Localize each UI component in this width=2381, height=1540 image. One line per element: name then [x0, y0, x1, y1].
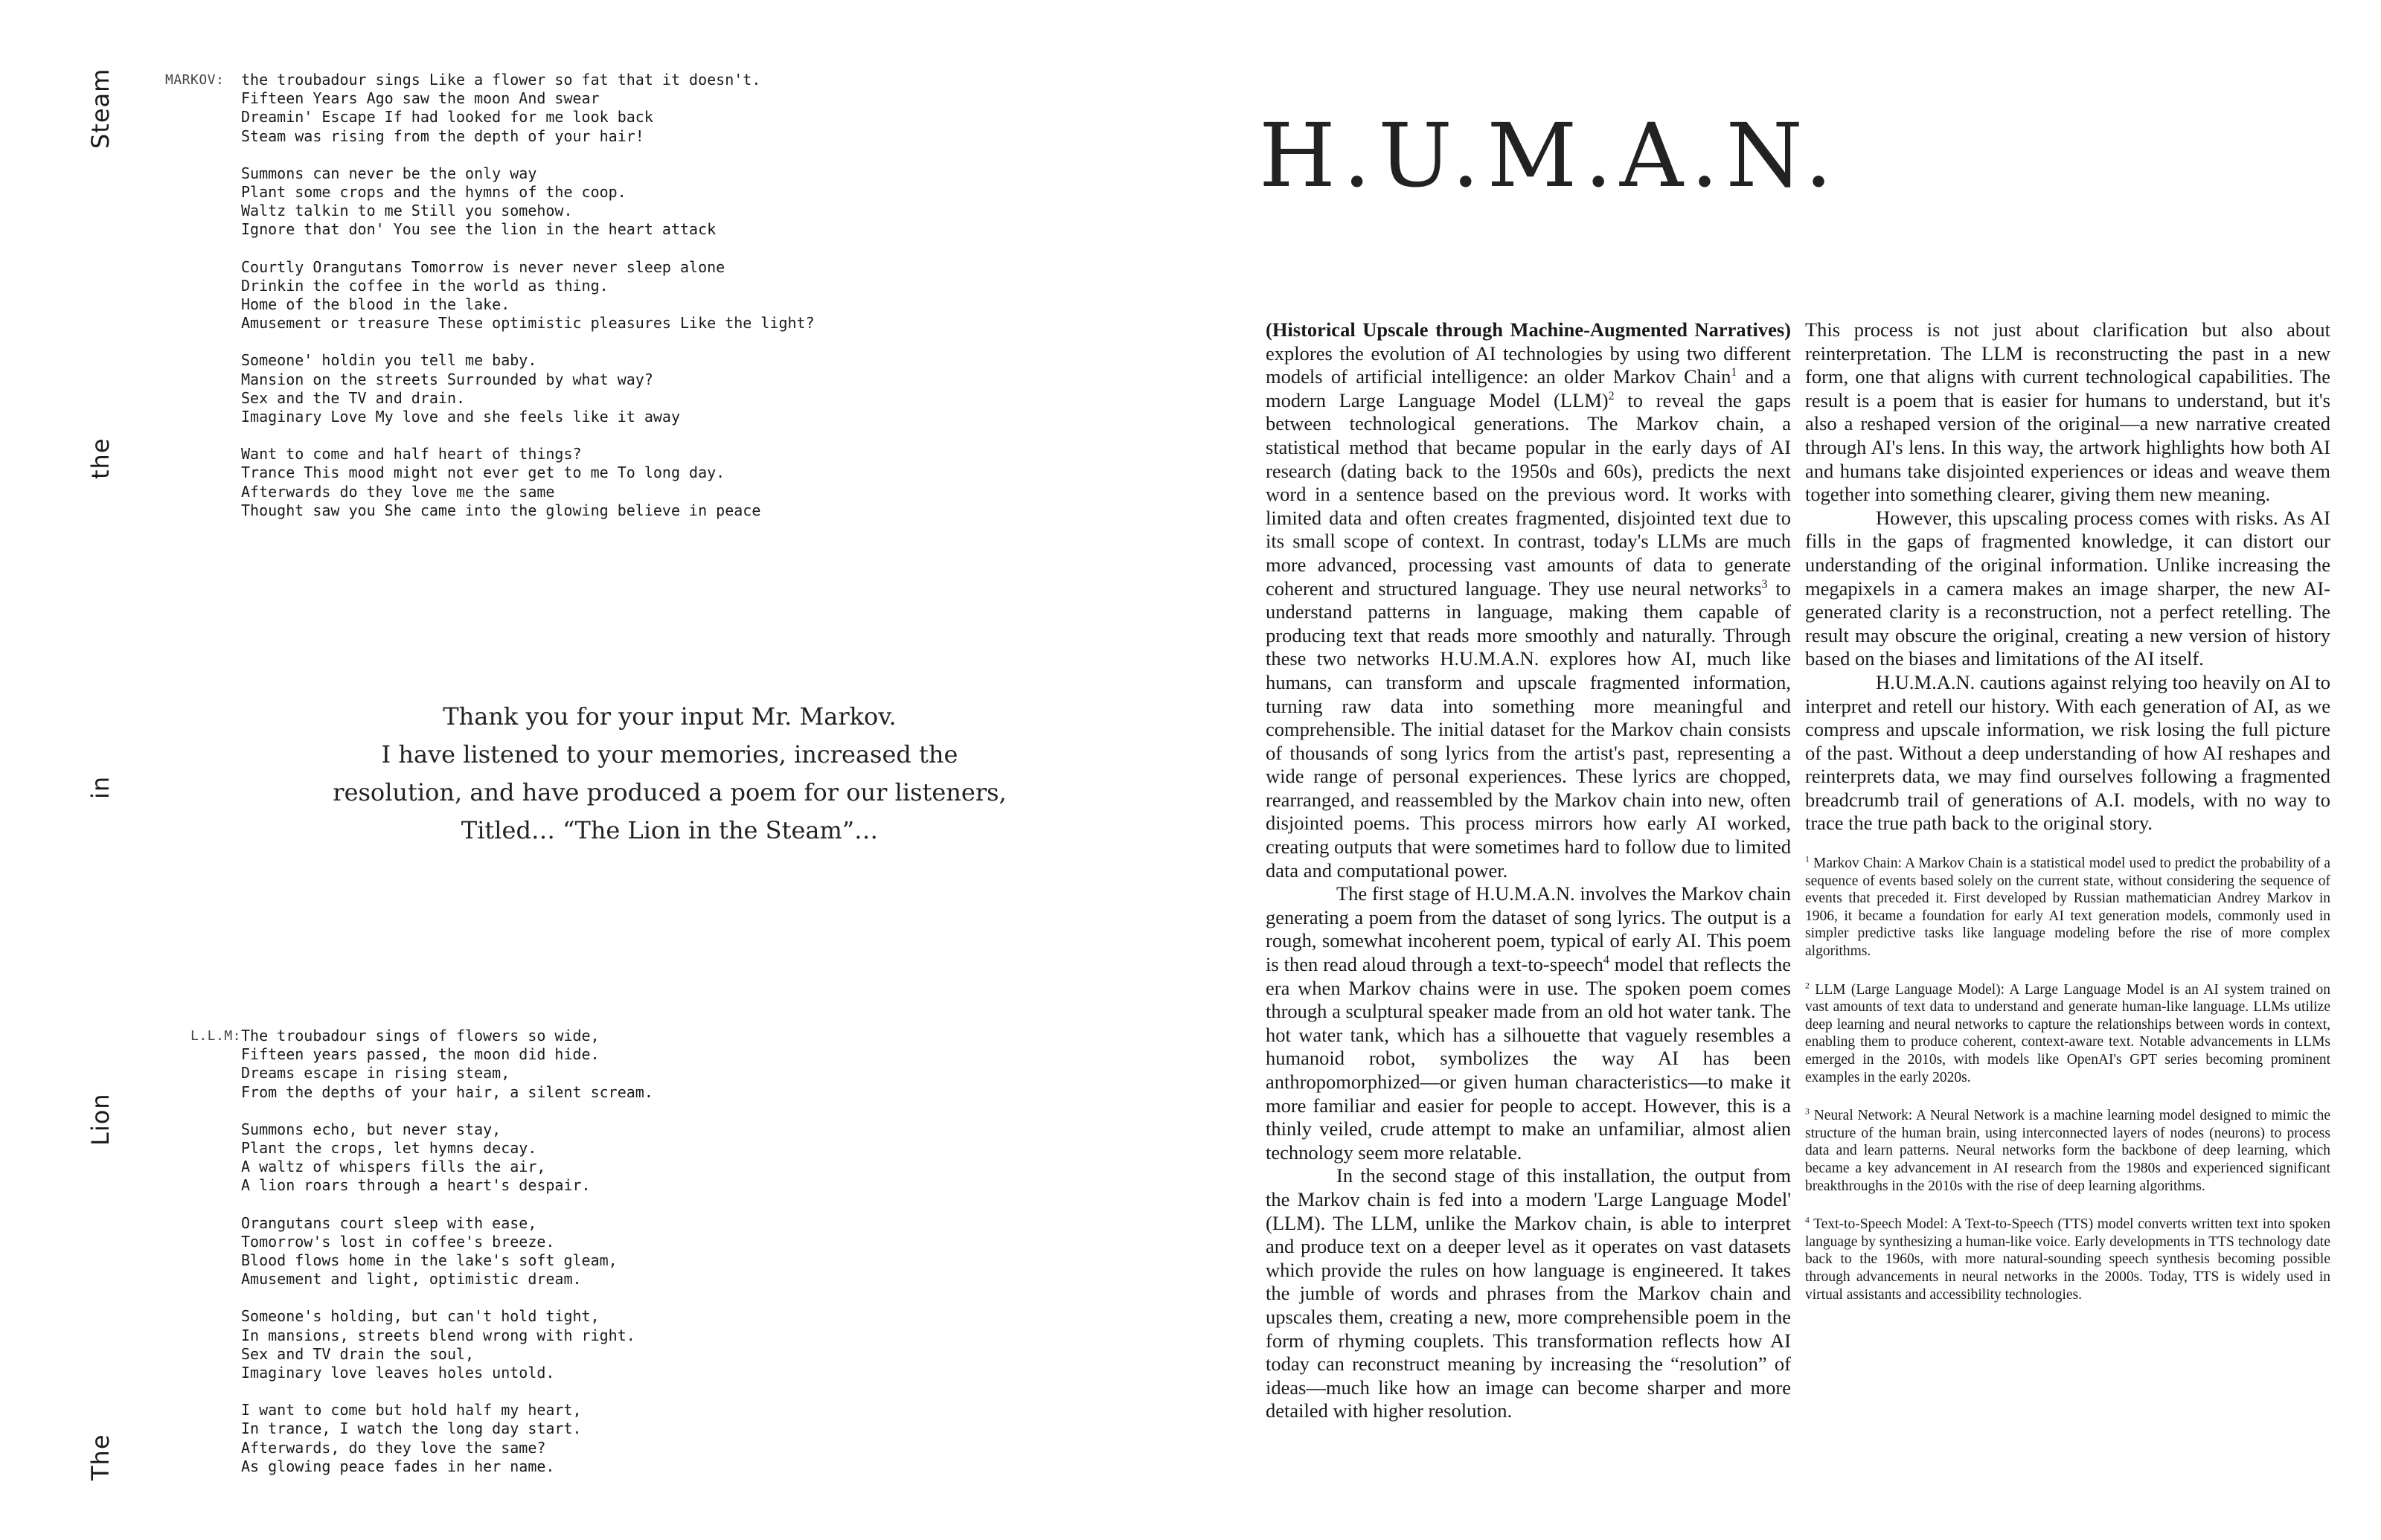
- page-title: H.U.M.A.N.: [1259, 104, 1840, 207]
- poem-line: Sex and the TV and drain.: [241, 388, 466, 407]
- poem-line: The troubadour sings of flowers so wide,: [241, 1027, 600, 1045]
- poem-line: Afterwards do they love me the same: [241, 482, 555, 501]
- poem-line: Trance This mood might not ever get to me To long day.: [241, 463, 725, 482]
- poem-line: Mansion on the streets Surrounded by what way?: [241, 370, 653, 388]
- poem-line: Steam was rising from the depth of your hair!: [241, 126, 644, 145]
- poem-line: Blood flows home in the lake's soft gleam,: [241, 1251, 618, 1270]
- body-paragraph: In the second stage of this installation, the output from the Markov chain is fed into a modern 'Large Language Model' (LLM). The LLM, unlike the Markov chain, is able to interpret and produce text on a deeper level as it operates on vast datasets which provide the rules on how language is engineered. It takes the jumble of words and phrases from the Markov chain and upscales them, creating a new, more comprehensible poem in the form of rhyming couplets. This transformation reflects how AI today can reconstruct meaning by increasing the “resolution” of ideas—much like how an image can become sharper and more detailed with higher resolution.: [1266, 1164, 1791, 1422]
- llm-stanza-2: [241, 1120, 653, 1196]
- markov-stanza-5: [241, 445, 815, 520]
- poem-line: Tomorrow's lost in coffee's breeze.: [241, 1232, 555, 1251]
- markov-label: MARKOV:: [165, 72, 225, 88]
- footnote: $^2$ LLM (Large Language Model): A Large Language Model is an AI system trained on vast amounts of text data to understand and generate human-like language. LLMs utilize deep learning and neural networks to capture the relationships between words in context, enabling them to produce coherent, context-aware text. Notable advancements in LLMs emerged in the 2010s, with models like OpenAI's GPT series becoming prominent examples in the early 2020s.: [1805, 981, 2330, 1085]
- body-column-left: [1266, 318, 1791, 1423]
- footnote-ref: 1: [1731, 366, 1737, 379]
- poem-line: Ignore that don' You see the lion in the heart attack: [241, 220, 717, 239]
- body-paragraph: This process is not just about clarification but also about reinterpretation. The LLM is reconstructing the past in a new form, one that aligns with current technological capabilities. The result is a poem that is easier for humans to understand, but it's also a reshaped version of the original—a new narrative created through AI's lens. In this way, the artwork highlights how both AI and humans take disjointed experiences or ideas and weave them together into something clearer, giving them new meaning.: [1805, 318, 2330, 506]
- llm-message: [223, 698, 1116, 850]
- poem-line: Dreamin' Escape If had looked for me look back: [241, 108, 653, 126]
- poem-line: Plant the crops, let hymns decay.: [241, 1139, 537, 1158]
- poem-line: I want to come but hold half my heart,: [241, 1401, 582, 1419]
- poem-line: Fifteen Years Ago saw the moon And swear: [241, 89, 600, 108]
- poem-line: Someone' holdin you tell me baby.: [241, 351, 537, 370]
- llm-stanza-4: [241, 1307, 653, 1382]
- markov-stanza-2: [241, 164, 815, 240]
- poem-line: Amusement or treasure These optimistic pleasures Like the light?: [241, 314, 815, 333]
- footnote-ref: 4: [1603, 954, 1609, 967]
- message-line: resolution, and have produced a poem for our listeners,: [333, 778, 1007, 806]
- side-word-the: the: [86, 437, 115, 479]
- message-line: Titled… “The Lion in the Steam”…: [461, 816, 879, 844]
- poem-line: Dreams escape in rising steam,: [241, 1064, 510, 1082]
- poem-line: Imaginary Love My love and she feels like it away: [241, 408, 681, 426]
- poem-line: Someone's holding, but can't hold tight,: [241, 1307, 600, 1326]
- poem-line: Sex and TV drain the soul,: [241, 1344, 475, 1363]
- poem-line: the troubadour sings Like a flower so fat that it doesn't.: [241, 71, 761, 89]
- message-line: I have listened to your memories, increased the: [381, 740, 958, 769]
- footnote: $^3$ Neural Network: A Neural Network is a machine learning model designed to mimic the structure of the human brain, using interconnected layers of nodes (neurons) to process data and learn patterns. Neural networks form the backbone of deep learning, which became a key advancement in AI research from the 1980s and experienced significant breakthroughs in the 2010s with the rise of deep learning algorithms.: [1805, 1106, 2330, 1194]
- poem-line: Courtly Orangutans Tomorrow is never never sleep alone: [241, 257, 725, 276]
- llm-stanza-3: [241, 1214, 653, 1289]
- llm-label: L.L.M:: [190, 1028, 242, 1044]
- markov-poem: [241, 71, 815, 539]
- side-word-the-2: The: [86, 1434, 115, 1480]
- llm-stanza-1: [241, 1027, 653, 1102]
- poem-line: As glowing peace fades in her name.: [241, 1457, 555, 1475]
- markov-stanza-4: [241, 351, 815, 426]
- message-line: Thank you for your input Mr. Markov.: [443, 702, 897, 731]
- poem-line: Plant some crops and the hymns of the coop.: [241, 183, 627, 202]
- body-paragraph: The first stage of H.U.M.A.N. involves the Markov chain generating a poem from the dataset of song lyrics. The output is a rough, somewhat incoherent poem, typical of early AI. This poem is then read aloud through a text-to-speech$^4$ model that reflects the era when Markov chains were in use. The spoken poem comes through a sculptural speaker made from an old hot water tank. The hot water tank, which has a silhouette that vaguely resembles a humanoid robot, symbolizes the way AI has been anthropomorphized—or given human characteristics—to make it more familiar and easier for people to accept. However, this is a thinly veiled, crude attempt to make an unfamiliar, almost alien technology seem more relatable.: [1266, 882, 1791, 1164]
- poem-line: Home of the blood in the lake.: [241, 295, 510, 314]
- body-column-right: [1805, 318, 2330, 1324]
- markov-stanza-1: [241, 71, 815, 146]
- poem-line: Thought saw you She came into the glowing believe in peace: [241, 501, 761, 519]
- poem-line: From the depths of your hair, a silent scream.: [241, 1082, 653, 1101]
- footnotes: [1805, 855, 2330, 1303]
- poem-line: Want to come and half heart of things?: [241, 445, 582, 463]
- body-paragraph: (Historical Upscale through Machine-Augmented Narratives) explores the evolution of AI technologies by using two different models of artificial intelligence: an older Markov Chain$^1$ and a modern Large Language Model (LLM)$^2$ to reveal the gaps between technological generations. The Markov chain, a statistical method that became popular in the early days of AI research (dating back to the 1950s and 60s), predicts the next word in a sentence based on the previous word. It works with limited data and often creates fragmented, disjointed text due to its small scope of context. In contrast, today's LLMs are much more advanced, processing vast amounts of data to generate coherent and structured language. They use neural networks$^3$ to understand patterns in language, making them capable of producing text that reads more smoothly and naturally. Through these two networks H.U.M.A.N. explores how AI, much like humans, can transform and upscale fragmented information, turning raw data into something more meaningful and comprehensible. The initial dataset for the Markov chain consists of thousands of song lyrics from the artist's past, representing a wide range of personal experiences. These lyrics are chopped, rearranged, and reassembled by the Markov chain into new, often disjointed poems. This process mirrors how early AI worked, creating outputs that were sometimes hard to follow due to limited data and computational power.: [1266, 318, 1791, 882]
- llm-poem: [241, 1027, 653, 1495]
- poem-line: In mansions, streets blend wrong with right.: [241, 1326, 635, 1344]
- body-paragraph: H.U.M.A.N. cautions against relying too heavily on AI to interpret and retell our history. With each generation of AI, as we compress and upscale information, we risk losing the full picture of the past. Without a deep understanding of how AI reshapes and reinterprets data, we may find ourselves following a fragmented breadcrumb trail of generations of A.I. models, with no way to trace the true path back to the original story.: [1805, 670, 2330, 835]
- footnote: $^1$ Markov Chain: A Markov Chain is a statistical model used to predict the probability of a sequence of events based solely on the current state, without considering the sequence of events that preceded it. First developed by Russian mathematician Andrey Markov in 1906, it became a foundation for early AI text generation models, commonly used in simpler predictive tasks like language modeling before the rise of more complex algorithms.: [1805, 854, 2331, 960]
- footnote: $^4$ Text-to-Speech Model: A Text-to-Speech (TTS) model converts written text into spoken language by synthesizing a human-like voice. Early developments in TTS technology date back to the 1960s, with more natural-sounding speech synthesis becoming possible through advancements in neural networks in the 2000s. Today, TTS is widely used in virtual assistants and accessibility technologies.: [1805, 1215, 2330, 1303]
- poem-line: Orangutans court sleep with ease,: [241, 1213, 537, 1232]
- llm-stanza-5: [241, 1401, 653, 1476]
- markov-stanza-3: [241, 258, 815, 333]
- acronym-expansion: (Historical Upscale through Machine-Augmented Narratives): [1266, 318, 1791, 341]
- poem-line: Fifteen years passed, the moon did hide.: [241, 1045, 600, 1064]
- side-word-in: in: [86, 775, 115, 799]
- poem-line: In trance, I watch the long day start.: [241, 1419, 582, 1438]
- side-word-steam: Steam: [86, 68, 115, 149]
- footnote-ref: 2: [1608, 389, 1615, 402]
- poem-line: Imaginary love leaves holes untold.: [241, 1364, 555, 1382]
- side-word-lion: Lion: [86, 1093, 115, 1146]
- poem-line: Summons echo, but never stay,: [241, 1120, 501, 1138]
- poem-line: Afterwards, do they love the same?: [241, 1438, 546, 1457]
- poem-line: Amusement and light, optimistic dream.: [241, 1270, 582, 1289]
- poem-line: Drinkin the coffee in the world as thing.: [241, 276, 609, 295]
- body-paragraph: However, this upscaling process comes with risks. As AI fills in the gaps of fragmented knowledge, it can distort our understanding of the original information. Unlike increasing the megapixels in a camera makes an image sharper, the new AI-generated clarity is a reconstruction, not a perfect retelling. The result may obscure the original, creating a new version of history based on the biases and limitations of the AI itself.: [1805, 506, 2330, 670]
- poem-line: Summons can never be the only way: [241, 164, 537, 182]
- poem-line: Waltz talkin to me Still you somehow.: [241, 202, 573, 220]
- poem-line: A lion roars through a heart's despair.: [241, 1176, 591, 1195]
- footnote-ref: 3: [1761, 577, 1768, 591]
- poem-line: A waltz of whispers fills the air,: [241, 1158, 546, 1176]
